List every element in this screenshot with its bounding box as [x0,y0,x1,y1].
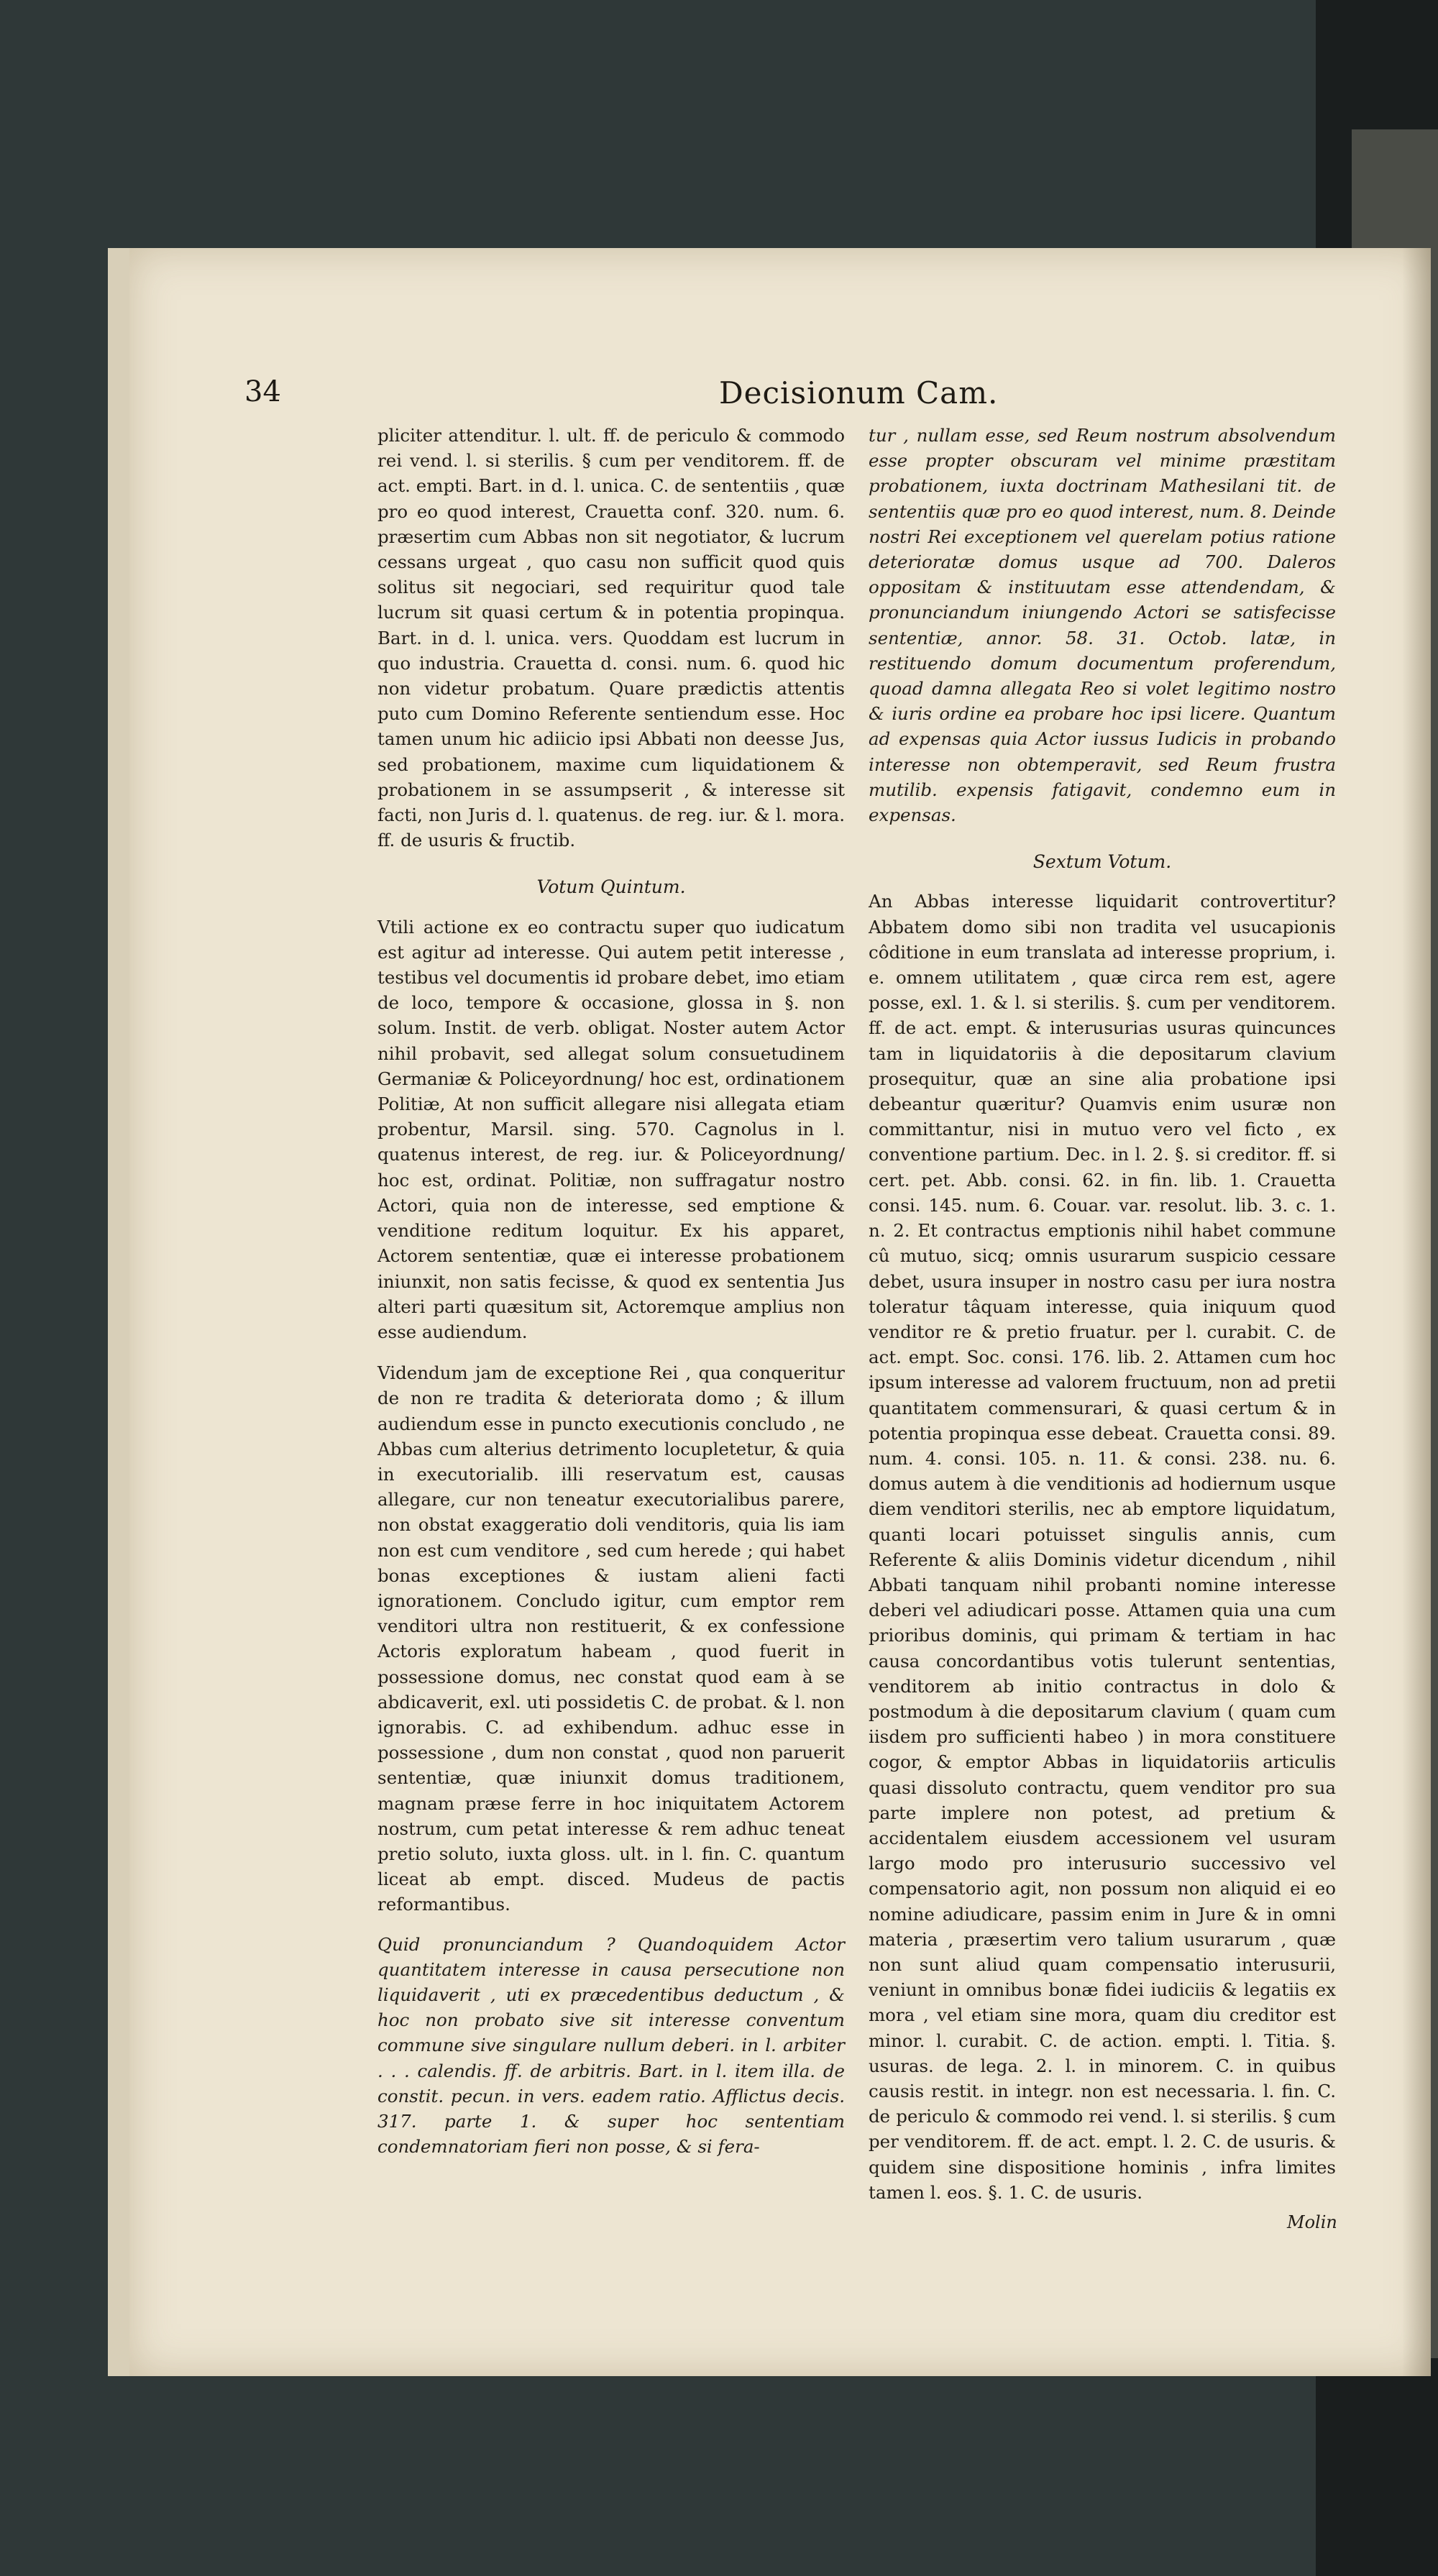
section-title-sextum-votum: Sextum Votum. [1032,851,1172,873]
left-paragraph-2: Vtili actione ex eo contractu super quo iudicatum est agitur ad interesse. Qui autem petit interesse , testibus vel documentis id probare debet, imo etiam de loco, tempore & occasione, glossa in §. non solum. Instit. de verb. obligat. Noster autem Actor nihil probavit, sed allegat solum consuetudinem Germaniæ & Policeyordnung/ hoc est, ordinationem Politiæ, At non sufficit allegare nisi allegata etiam probentur, Marsil. sing. 570. Cagnolus in l. quatenus interest, de reg. iur. & Policeyordnung/ hoc est, ordinat. Politiæ, non suffragatur nostro Actori, quia non de interesse, sed emptione & venditione reditum loquitur. Ex his apparet, Actorem sententiæ, quæ ei interesse probationem iniunxit, non satis fecisse, & quod ex sententia Jus alteri parti quæsitum sit, Actoremque amplius non esse audiendum. [377,916,845,1342]
left-paragraph-3: Videndum jam de exceptione Rei , qua conqueritur de non re tradita & deteriorata domo ; & illum audiendum esse in puncto executionis concludo , ne Abbas cum alterius detrimento locupletetur, & quia in executorialib. illi reservatum est, causas allegare, cur non teneatur executorialibus parere, non obstat exaggeratio doli venditoris, quia lis iam non est cum venditore , sed cum herede ; qui habet bonas exceptiones & iustam alieni facti ignorationem. Concludo igitur, cum emptor rem venditori ultra non restituerit, & ex confessione Actoris exploratum habeam , quod fuerit in possessione domus, nec constat quod eam à se abdicaverit, exl. uti possidetis C. de probat. & l. non ignorabis. C. ad exhibendum. adhuc esse in possessione , dum non constat , quod non paruerit sententiæ, quæ iniunxit domus traditionem, magnam præse ferre in hoc iniquitatem Actorem nostrum, cum petat interesse & rem adhuc teneat pretio soluto, iuxta gloss. ult. in l. fin. C. quantum liceat ab empt. disced. Mudeus de pactis reformantibus. [377,1362,845,1915]
catchword: Molin [1287,2212,1337,2232]
page-number: 34 [244,375,281,408]
page-header [244,375,1337,418]
left-column [377,423,845,2159]
left-paragraph-4: Quid pronunciandum ? Quandoquidem Actor quantitatem interesse in causa persecutione non liquidaverit , uti ex præcedentibus deductum , & hoc non probato sive sit interesse conventum commune sive singulare nullum deberi. in l. arbiter . . . calendis. ff. de arbitris. Bart. in l. item illa. de constit. pecun. in vers. eadem ratio. Afflictus decis. 317. parte 1. & super hoc sententiam condemnatoriam fieri non posse, & si fera- [377,1933,845,2158]
right-paragraph-1: tur , nullam esse, sed Reum nostrum absolvendum esse propter obscuram vel minime præstitam probationem, iuxta doctrinam Mathesilani tit. de sententiis quæ pro eo quod interest, num. 8. Deinde nostri Rei exceptionem vel querelam potius ratione deterioratæ domus usque ad 700. Daleros oppositam & instituutam esse attendendam, & pronunciandum iniungendo Actori se satisfecisse sententiæ, annor. 58. 31. Octob. latæ, in restituendo domum documentum proferendum, quoad damna allegata Reo si volet legitimo nostro & iuris ordine ea probare hoc ipsi licere. Quantum ad expensas quia Actor iussus Iudicis in probando interesse non obtemperavit, sed Reum frustra mutilib. expensis fatigavit, condemno eum in expensas. [869,425,1336,826]
right-paragraph-2: An Abbas interesse liquidarit controvertitur? Abbatem domo sibi non tradita vel usucapionis côditione in eum translata ad interesse proprium, i. e. omnem utilitatem , quæ circa rem est, agere posse, exl. 1. & l. si sterilis. §. cum per venditorem. ff. de act. empt. & interusurias usuras quincunces tam in liquidatoriis à die depositarum clavium prosequitur, quæ an sine alia probatione ipsi debeantur quæritur? Quamvis enim usuræ non committantur, nisi in mutuo vero vel ficto , ex conventione partium. Dec. in l. 2. §. si creditor. ff. si cert. pet. Abb. consi. 62. in fin. lib. 1. Crauetta consi. 145. num. 6. Couar. var. resolut. lib. 3. c. 1. n. 2. Et contractus emptionis nihil habet commune cû mutuo, sicq; omnis usurarum suspicio cessare debet, usura insuper in nostro casu per iura nostra toleratur tâquam interesse, quia iniquum quod venditor re & pretio fruatur. per l. curabit. C. de act. empt. Soc. consi. 176. lib. 2. Attamen cum hoc ipsum interesse ad valorem fructuum, non ad pretii quantitatem commensurari, & quasi certum & in potentia propinqua esse debeat. Crauetta consi. 89. num. 4. consi. 105. n. 11. & consi. 238. nu. 6. domus autem à die venditionis ad hodiernum usque diem venditori sterilis, nec ab emptore liquidatum, quanti locari potuisset singulis annis, cum Referente & aliis Dominis videtur dicendum , nihil Abbati tanquam nihil probanti nomine interesse deberi vel adiudicari posse. Attamen quia una cum prioribus dominis, qui primam & tertiam in hac causa concordantibus votis tulerunt sententias, venditorem ab initio contractus in dolo & postmodum à die depositarum clavium ( quam cum iisdem pro sufficienti habeo ) in mora constituere cogor, & emptor Abbas in liquidatoriis articulis quasi dissoluto contractu, quem venditor pro sua parte implere non potest, ad pretium & accidentalem eiusdem accessionem vel usuram largo modo pro interusurio successivo vel compensatorio agit, non possum non aliquid ei eo nomine adiudicare, passim enim in Jure & in omni materia , præsertim vero talium usurarum , quæ non sunt aliud quam compensatio interusurii, veniunt in omnibus bonæ fidei iudiciis & legatiis ex mora , vel etiam sine mora, quam diu creditor est minor. l. curabit. C. de action. empti. l. Titia. §. usuras. de lega. 2. l. in minorem. C. in quibus causis restit. in integr. non est necessaria. l. fin. C. de periculo & commodo rei vend. l. si sterilis. § cum per venditorem. ff. de act. empt. l. 2. C. de usuris. & quidem sine dispositione hominis , infra limites tamen l. eos. §. 1. C. de usuris. [869,891,1336,2203]
left-paragraph-1: pliciter attenditur. l. ult. ff. de periculo & commodo rei vend. l. si sterilis. § cum per venditorem. ff. de act. empti. Bart. in d. l. unica. C. de sententiis , quæ pro eo quod interest, Crauetta conf. 320. num. 6. præsertim cum Abbas non sit negotiator, & lucrum cessans urgeat , quo casu non sufficit quod quis solitus sit negociari, sed requiritur quod tale lucrum sit quasi certum & in potentia propinqua. Bart. in d. l. unica. vers. Quoddam est lucrum in quo industria. Crauetta d. consi. num. 6. quod hic non videtur probatum. Quare prædictis attentis puto cum Domino Referente sentiendum esse. Hoc tamen unum hic adiicio ipsi Abbati non deesse Jus, sed probationem, maxime cum liquidationem & probationem in se assumpserit , & interesse sit facti, non Juris d. l. quatenus. de reg. iur. & l. mora. ff. de usuris & fructib. [377,425,845,851]
running-title: Decisionum Cam. [719,375,999,411]
section-title-votum-quintum: Votum Quintum. [536,876,686,898]
right-column [869,423,1336,2205]
